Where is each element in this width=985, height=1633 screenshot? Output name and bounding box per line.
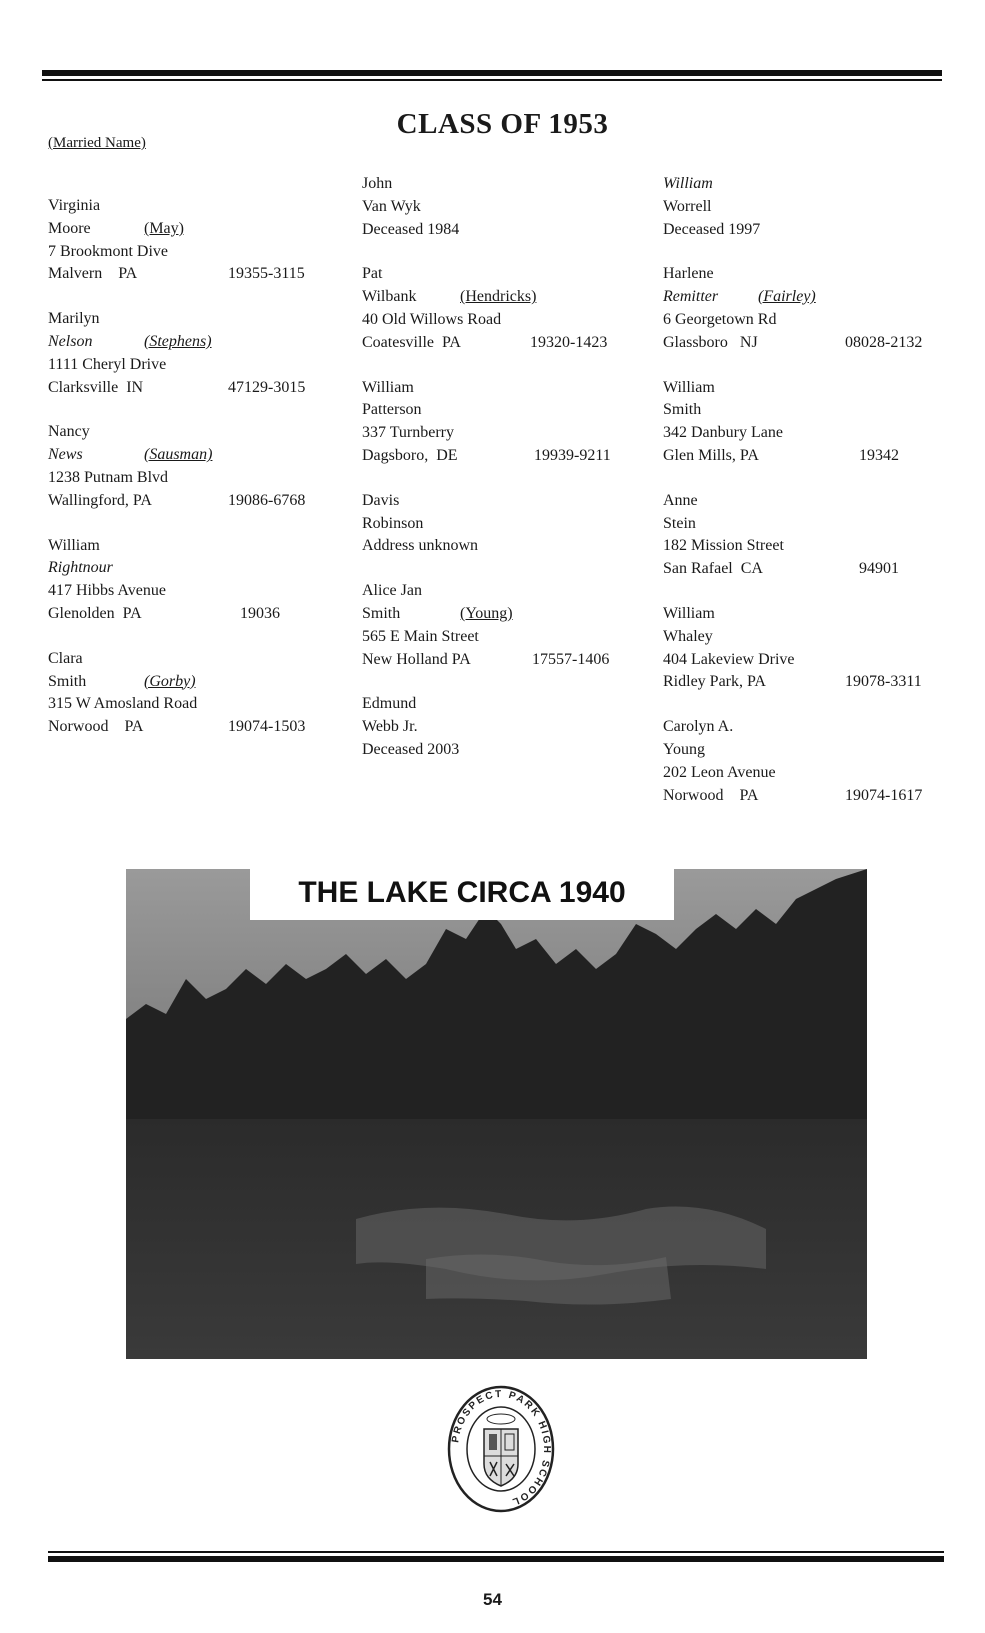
list-item bbox=[362, 377, 632, 468]
list-item bbox=[48, 308, 328, 399]
first-name: William bbox=[663, 378, 715, 396]
married-name: (Stephens) bbox=[144, 332, 212, 350]
list-item bbox=[362, 580, 632, 671]
list-item bbox=[48, 648, 328, 739]
top-rule-thin bbox=[42, 79, 942, 81]
last-name: Robinson bbox=[362, 514, 424, 532]
last-name: Smith bbox=[48, 672, 87, 690]
last-name: Moore bbox=[48, 219, 91, 237]
top-rule-thick bbox=[42, 70, 942, 76]
address: 202 Leon Avenue bbox=[663, 763, 776, 781]
address: 565 E Main Street bbox=[362, 627, 479, 645]
zip-code: 19074-1503 bbox=[228, 718, 306, 736]
list-item bbox=[663, 603, 943, 694]
last-name: Smith bbox=[362, 604, 401, 622]
first-name: John bbox=[362, 175, 393, 192]
address: Deceased 1997 bbox=[663, 220, 761, 238]
zip-code: 19320-1423 bbox=[530, 333, 608, 351]
address: 417 Hibbs Avenue bbox=[48, 582, 166, 600]
married-name: (Sausman) bbox=[144, 446, 213, 464]
zip-code: 47129-3015 bbox=[228, 378, 306, 396]
married-name: (Hendricks) bbox=[460, 288, 537, 306]
city-state: San Rafael CA bbox=[663, 560, 763, 578]
address: 6 Georgetown Rd bbox=[663, 310, 777, 328]
city-state: New Holland PA bbox=[362, 650, 471, 668]
list-item bbox=[663, 377, 943, 468]
first-name: William bbox=[362, 378, 414, 396]
column-3 bbox=[663, 173, 943, 829]
zip-code: 19342 bbox=[859, 446, 899, 464]
address: Deceased 2003 bbox=[362, 740, 460, 758]
address: Address unknown bbox=[362, 537, 478, 555]
zip-code: 19078-3311 bbox=[845, 673, 922, 691]
list-item bbox=[663, 173, 943, 241]
address: 1238 Putnam Blvd bbox=[48, 468, 169, 486]
address: 40 Old Willows Road bbox=[362, 310, 502, 328]
city-state: Norwood PA bbox=[48, 718, 144, 736]
zip-code: 19939-9211 bbox=[534, 446, 611, 464]
city-state: Wallingford, PA bbox=[48, 491, 152, 509]
first-name: William bbox=[663, 175, 713, 192]
address: 1111 Cheryl Drive bbox=[48, 355, 167, 373]
list-item bbox=[48, 195, 328, 286]
last-name: Rightnour bbox=[48, 559, 113, 577]
photo-caption: THE LAKE CIRCA 1940 bbox=[298, 876, 626, 909]
address: 337 Turnberry bbox=[362, 424, 455, 442]
last-name: Van Wyk bbox=[362, 197, 421, 215]
last-name: Young bbox=[663, 740, 705, 758]
zip-code: 19086-6768 bbox=[228, 491, 306, 509]
first-name: Edmund bbox=[362, 695, 417, 713]
lake-photo bbox=[126, 869, 867, 1359]
page-number: 54 bbox=[483, 1590, 502, 1609]
bottom-rule-thick bbox=[48, 1556, 944, 1562]
city-state: Clarksville IN bbox=[48, 378, 144, 396]
first-name: Clara bbox=[48, 649, 83, 667]
list-item bbox=[48, 421, 328, 512]
last-name: Wilbank bbox=[362, 288, 417, 306]
last-name: Nelson bbox=[48, 332, 93, 350]
list-item bbox=[362, 173, 632, 241]
column-1 bbox=[48, 195, 328, 761]
city-state: Glassboro NJ bbox=[663, 333, 758, 351]
first-name: Nancy bbox=[48, 423, 90, 441]
first-name: Virginia bbox=[48, 197, 101, 214]
zip-code: 94901 bbox=[859, 560, 899, 578]
last-name: Whaley bbox=[663, 627, 713, 645]
last-name: Smith bbox=[663, 401, 702, 419]
list-item bbox=[48, 535, 328, 626]
address: 315 W Amosland Road bbox=[48, 695, 198, 713]
zip-code: 08028-2132 bbox=[845, 333, 923, 351]
first-name: Alice Jan bbox=[362, 582, 422, 600]
last-name: Stein bbox=[663, 514, 696, 532]
married-name-label: (Married Name) bbox=[48, 135, 146, 151]
zip-code: 19074-1617 bbox=[845, 786, 923, 804]
married-name: (Young) bbox=[460, 604, 513, 622]
address: Deceased 1984 bbox=[362, 220, 460, 238]
list-item bbox=[362, 490, 632, 558]
last-name: Patterson bbox=[362, 401, 422, 419]
first-name: Pat bbox=[362, 265, 383, 283]
column-2 bbox=[362, 173, 632, 784]
city-state: Norwood PA bbox=[663, 786, 759, 804]
married-name: (Gorby) bbox=[144, 672, 196, 690]
page-title: CLASS OF 1953 bbox=[396, 108, 609, 140]
last-name: Webb Jr. bbox=[362, 718, 418, 736]
married-name: (May) bbox=[144, 219, 184, 237]
bottom-rule-thin bbox=[48, 1551, 944, 1553]
city-state: Dagsboro, DE bbox=[362, 446, 458, 464]
last-name: News bbox=[48, 446, 83, 464]
list-item bbox=[362, 263, 632, 354]
list-item bbox=[362, 693, 632, 761]
first-name: William bbox=[663, 604, 715, 622]
married-name: (Fairley) bbox=[758, 288, 816, 306]
last-name: Remitter bbox=[663, 288, 719, 306]
zip-code: 17557-1406 bbox=[532, 650, 610, 668]
address: 7 Brookmont Dive bbox=[48, 242, 168, 260]
city-state: Malvern PA bbox=[48, 265, 138, 283]
zip-code: 19355-3115 bbox=[228, 265, 305, 283]
list-item bbox=[663, 263, 943, 354]
first-name: Harlene bbox=[663, 265, 714, 283]
city-state: Coatesville PA bbox=[362, 333, 461, 351]
address: 404 Lakeview Drive bbox=[663, 650, 795, 668]
svg-text:PROSPECT PARK HIGH SCHOOL: PROSPECT PARK HIGH SCHOOL bbox=[450, 1388, 553, 1508]
list-item bbox=[663, 716, 943, 807]
first-name: Davis bbox=[362, 491, 400, 509]
first-name: Carolyn A. bbox=[663, 718, 734, 736]
first-name: Marilyn bbox=[48, 310, 100, 328]
zip-code: 19036 bbox=[240, 604, 280, 622]
city-state: Ridley Park, PA bbox=[663, 673, 766, 691]
address: 342 Danbury Lane bbox=[663, 424, 783, 442]
city-state: Glenolden PA bbox=[48, 604, 142, 622]
address: 182 Mission Street bbox=[663, 537, 784, 555]
lake-photo-image bbox=[126, 869, 867, 1359]
first-name: Anne bbox=[663, 491, 698, 509]
first-name: William bbox=[48, 536, 100, 554]
last-name: Worrell bbox=[663, 197, 712, 215]
city-state: Glen Mills, PA bbox=[663, 446, 759, 464]
list-item bbox=[663, 490, 943, 581]
school-seal-logo bbox=[446, 1384, 556, 1514]
